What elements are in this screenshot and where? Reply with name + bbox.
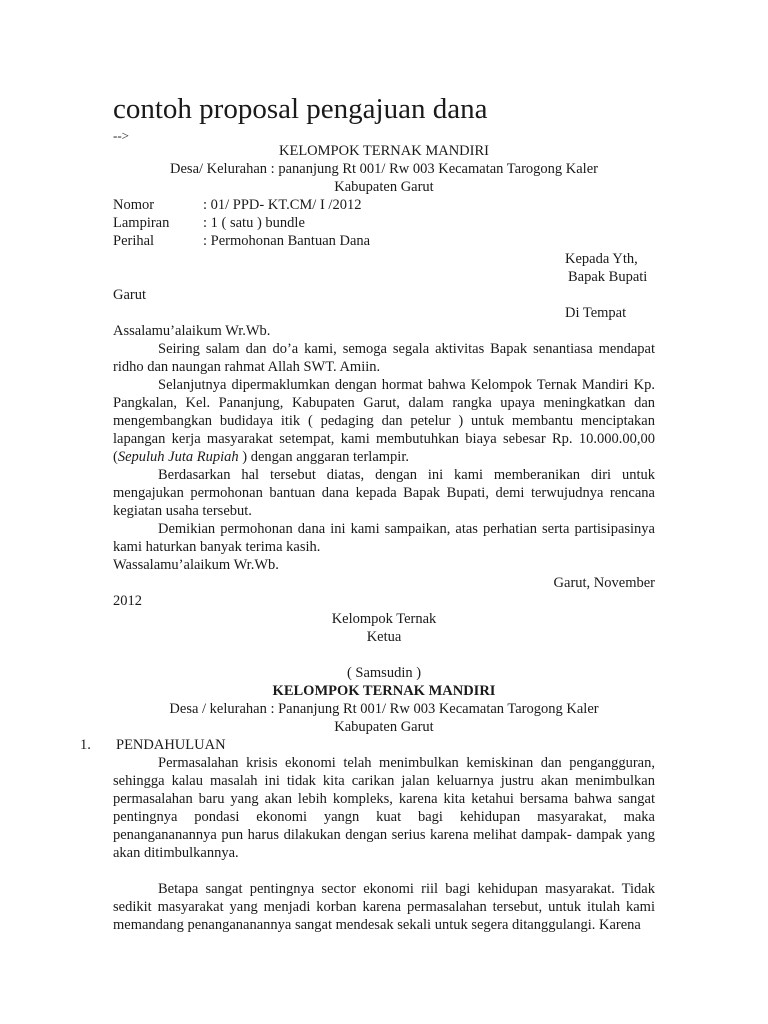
section-number: 1. [80,737,91,753]
page-title: contoh proposal pengajuan dana [113,93,488,125]
recipient-line2: Bapak Bupati [568,269,648,285]
letter-paragraph-1: Seiring salam dan do’a kami, semoga segala aktivitas Bapak senantiasa mendapat ridho dan naungan rahmat Allah SWT. Amiin. [113,341,655,375]
meta-key-nomor: Nomor [113,197,155,213]
letter-paragraph-3: Berdasarkan hal tersebut diatas, dengan ini kami memberanikan diri untuk mengajukan permohonan bantuan dana kepada Bapak Bupati, demi terwujudnya rencana kegiatan usaha tersebut. [113,467,655,519]
recipient-line1: Kepada Yth, [565,251,638,267]
meta-value-perihal: : Permohonan Bantuan Dana [203,233,371,249]
closing: Wassalamu’alaikum Wr.Wb. [113,557,279,573]
paragraph-2-amount-words: Sepuluh Juta Rupiah [117,449,239,465]
section-title: PENDAHULUAN [116,737,226,753]
greeting: Assalamu’alaikum Wr.Wb. [113,323,271,339]
proposal-paragraph-1: Permasalahan krisis ekonomi telah menimbulkan kemiskinan dan pengangguran, sehingga kalau masalah ini tidak kita carikan jalan keluarnya justru akan menimbulkan permasalahan baru yang akan lebih kompleks, karena kita ketahui bersama bahwa sangat pentingnya pondasi ekonomi yangn kuat bagi kehidupan masyarakat, maka penangananannya pun harus dilakukan dengan serius karena melihat dampak- dampak yang akan ditimbulkannya. [113,755,655,861]
letter-address-line2: Kabupaten Garut [334,179,434,195]
letter-paragraph-2 [113,376,655,466]
proposal-address-line1: Desa / kelurahan : Pananjung Rt 001/ Rw 003 Kecamatan Tarogong Kaler [169,701,599,717]
meta-key-lampiran: Lampiran [113,215,170,231]
paragraph-2-text-a: Selanjutnya dipermaklumkan dengan hormat bahwa Kelompok Ternak Mandiri Kp. Pangkalan, Kel. Pananjung, Kabupaten Garut, dalam rangka upaya meningkatkan dan mengembangkan budidaya itik ( pedaging dan petelur ) untuk membantu menciptakan lapangan kerja masyarakat setempat, kami membutuhkan biaya sebesar Rp. 10.000.00,00 ( [113,377,655,465]
arrow-text: --> [113,128,129,143]
proposal-paragraph-2: Betapa sangat pentingnya sector ekonomi riil bagi kehidupan masyarakat. Tidak sedikit masyarakat yang menjadi korban karena permasalahan tersebut, untuk itulah kami memandang penangananannya sangat mendesak sekali untuk segera ditanggulangi. Karena [113,881,655,933]
letter-org-name: KELOMPOK TERNAK MANDIRI [279,143,489,159]
date-line1: Garut, November [553,575,655,591]
meta-key-perihal: Perihal [113,233,155,249]
proposal-org-name: KELOMPOK TERNAK MANDIRI [272,683,496,699]
letter-paragraph-4: Demikian permohonan dana ini kami sampaikan, atas perhatian serta partisipasinya kami haturkan banyak terima kasih. [113,521,655,555]
signature-org: Kelompok Ternak [331,611,437,627]
meta-value-lampiran: : 1 ( satu ) bundle [203,215,305,231]
paragraph-2-text-b: ) dengan anggaran terlampir. [238,449,409,465]
recipient-line3: Garut [113,287,147,303]
meta-value-nomor: : 01/ PPD- KT.CM/ I /2012 [203,197,362,213]
letter-address-line1: Desa/ Kelurahan : pananjung Rt 001/ Rw 003 Kecamatan Tarogong Kaler [170,161,598,177]
signature-role: Ketua [366,629,402,645]
signature-name: ( Samsudin ) [346,665,422,681]
proposal-address-line2: Kabupaten Garut [334,719,434,735]
recipient-line4: Di Tempat [565,305,627,321]
date-line2: 2012 [113,593,142,609]
